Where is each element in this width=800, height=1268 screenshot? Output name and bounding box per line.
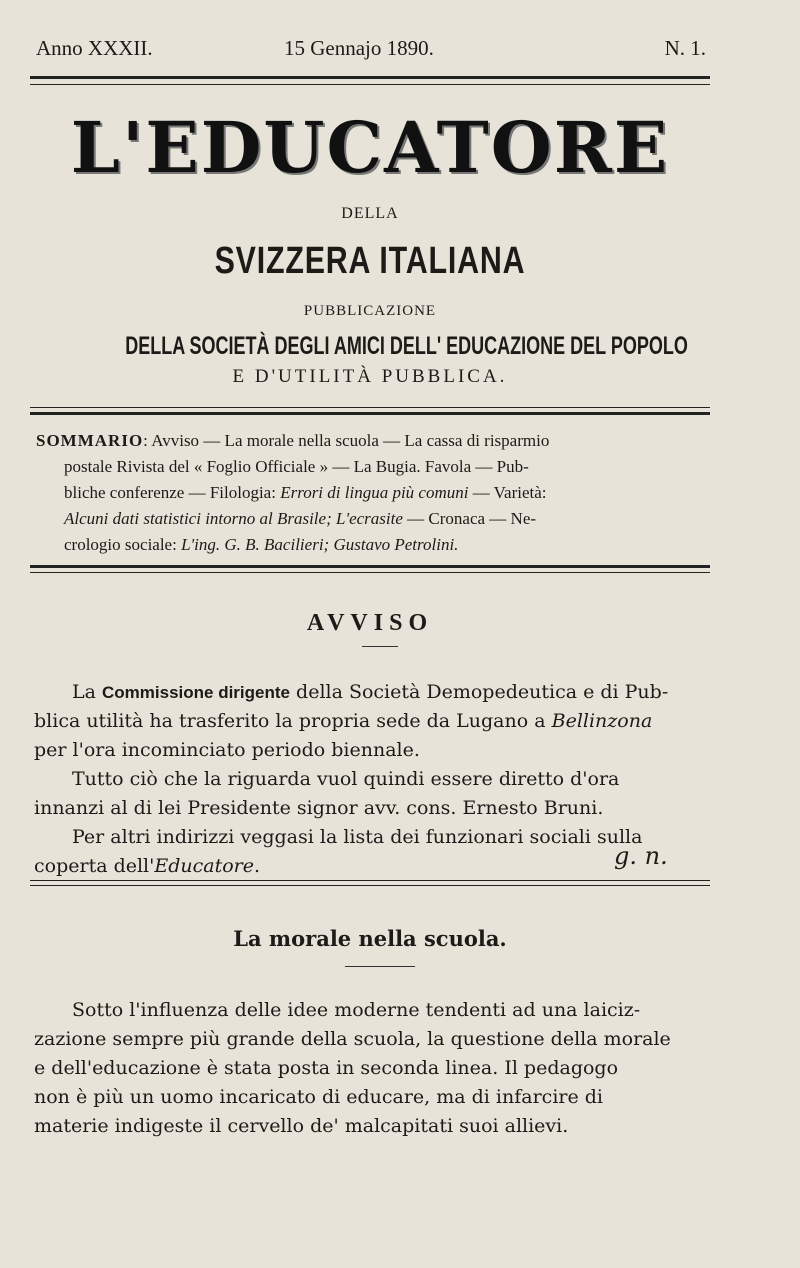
text-line: Tutto ciò che la riguarda vuol quindi essere diretto d'ora (72, 768, 620, 790)
masthead-utility: E D'UTILITÀ PUBBLICA. (232, 366, 508, 387)
text-line: e dell'educazione è stata posta in seconda linea. Il pedagogo (34, 1057, 619, 1079)
section-rule-thin (30, 885, 710, 886)
text-line: Per altri indirizzi veggasi la lista dei funzionari sociali sulla (72, 826, 643, 848)
signature-initials: g. n. (614, 842, 668, 870)
text-line: della Società Demopedeutica e di Pub- (296, 681, 669, 703)
issue-number: N. 1. (664, 36, 706, 60)
text-line: non è più un uomo incaricato di educare, ma di infarcire di (34, 1086, 603, 1108)
sommario-label: SOMMARIO (36, 431, 144, 450)
sommario-line: : Avviso — La morale nella scuola — La cassa di risparmio (143, 431, 550, 450)
sommario-top-rule-thick (30, 412, 710, 415)
sommario-bottom-rule (30, 565, 710, 568)
text-line: coperta dell' (34, 855, 155, 877)
avviso-body (34, 678, 704, 881)
avviso-heading-rule (362, 646, 398, 647)
article-heading-rule (345, 966, 415, 967)
article-body (34, 996, 704, 1141)
masthead-pubblicazione: PUBBLICAZIONE (303, 303, 437, 319)
text-line: zazione sempre più grande della scuola, la questione della morale (34, 1028, 671, 1050)
text-line: materie indigeste il cervello de' malcapitati suoi allievi. (34, 1115, 569, 1137)
avviso-heading: AVVISO (306, 610, 434, 636)
sommario-line: — Cronaca — Ne- (407, 509, 537, 528)
sommario-line: — Varietà: (472, 483, 547, 502)
sommario-article: Errori di lingua più comuni (280, 483, 469, 502)
text-line: blica utilità ha trasferito la propria sede da Lugano a (34, 710, 546, 732)
sommario-bottom-rule-thin (30, 572, 710, 573)
sommario-line: bliche conferenze — Filologia: (64, 483, 276, 502)
sommario-line: postale Rivista del « Foglio Officiale » — La Bugia. Favola — Pub- (64, 457, 529, 476)
sommario-article: L'ing. G. B. Bacilieri; Gustavo Petrolini. (181, 535, 459, 554)
emphasis-bellinzona: Bellinzona (551, 710, 653, 732)
emphasis-commission: Commissione dirigente (102, 683, 290, 702)
sommario-line: crologio sociale: (64, 535, 177, 554)
text-line: per l'ora incominciato periodo biennale. (34, 739, 420, 761)
text-line: . (254, 855, 261, 877)
table-of-contents (36, 428, 708, 558)
emphasis-educatore: Educatore (154, 855, 254, 877)
header-rule-thin (30, 84, 710, 85)
masthead-society: DELLA SOCIETÀ DEGLI AMICI DELL' EDUCAZIONE DEL POPOLO (125, 332, 688, 360)
issue-header (36, 36, 706, 66)
issue-date: 15 Gennajo 1890. (284, 36, 434, 60)
masthead-della: DELLA (341, 205, 399, 222)
masthead-subtitle: SVIZZERA ITALIANA (214, 240, 526, 282)
section-rule (30, 880, 710, 881)
sommario-article: Alcuni dati statistici intorno al Brasile; L'ecrasite (64, 509, 403, 528)
text-line: Sotto l'influenza delle idee moderne tendenti ad una laiciz- (72, 999, 641, 1021)
text-line: La (72, 681, 96, 703)
header-rule (30, 76, 710, 79)
article-heading: La morale nella scuola. (233, 926, 507, 951)
sommario-top-rule (30, 407, 710, 408)
text-line: innanzi al di lei Presidente signor avv. cons. Ernesto Bruni. (34, 797, 604, 819)
volume-year: Anno XXXII. (36, 36, 153, 60)
masthead-title: L'EDUCATORE (70, 106, 670, 189)
